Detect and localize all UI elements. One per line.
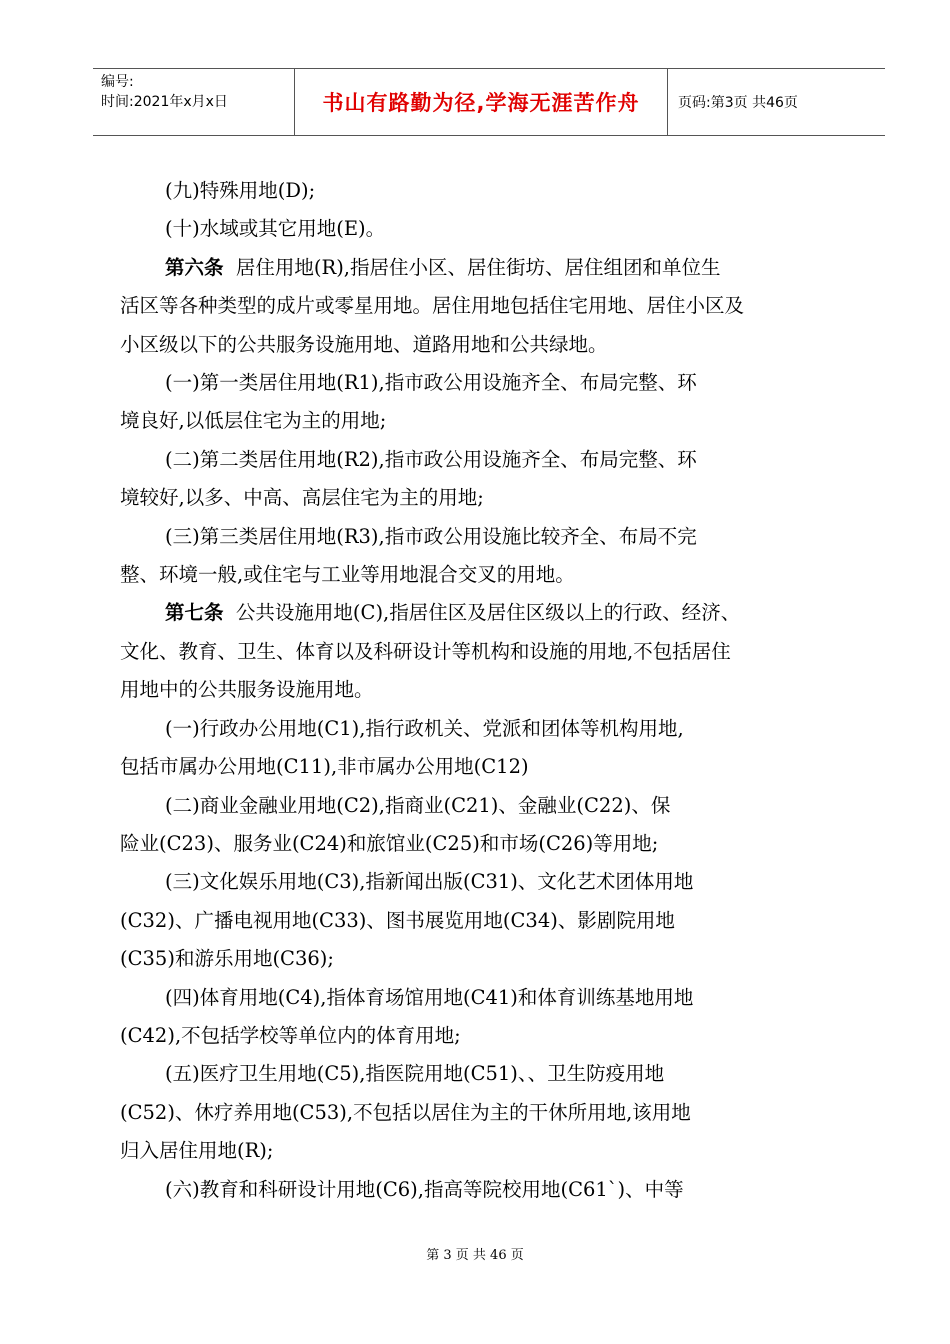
text-line [120, 1171, 850, 1209]
text-line [120, 172, 850, 210]
line-text: (二)第二类居住用地(R2),指市政公用设施齐全、布局完整、环 [165, 447, 697, 471]
header-page-info: 页码:第3页 共46页 [678, 95, 798, 111]
text-line [120, 1055, 850, 1093]
line-text: (C52)、休疗养用地(C53),不包括以居住为主的干休所用地,该用地 [120, 1100, 691, 1124]
text-line [120, 1132, 850, 1170]
text-line [120, 249, 850, 287]
text-line [120, 633, 850, 671]
text-line [120, 594, 850, 632]
time-label: 时间:2021年x月x日 [101, 94, 228, 110]
text-line [120, 287, 850, 325]
text-line [120, 863, 850, 901]
line-text: 居住用地(R),指居住小区、居住街坊、居住组团和单位生 [223, 255, 721, 279]
line-text: (二)商业金融业用地(C2),指商业(C21)、金融业(C22)、保 [165, 793, 671, 817]
number-label: 编号: [101, 74, 134, 90]
line-text: 活区等各种类型的成片或零星用地。居住用地包括住宅用地、居住小区及 [120, 294, 745, 318]
text-line [120, 748, 850, 786]
text-line [120, 1017, 850, 1055]
line-text: (C32)、广播电视用地(C33)、图书展览用地(C34)、影剧院用地 [120, 908, 675, 932]
article-number: 第七条 [165, 601, 224, 625]
line-text: 包括市属办公用地(C11),非市属办公用地(C12) [120, 755, 529, 779]
line-text: 境良好,以低层住宅为主的用地; [120, 409, 387, 433]
text-line [120, 902, 850, 940]
line-text: 小区级以下的公共服务设施用地、道路用地和公共绿地。 [120, 332, 608, 356]
line-text: (九)特殊用地(D); [165, 179, 316, 202]
text-line [120, 825, 850, 863]
text-line [120, 479, 850, 517]
line-text: (一)行政办公用地(C1),指行政机关、党派和团体等机构用地, [165, 716, 684, 740]
header-meta [93, 69, 294, 135]
text-line [120, 710, 850, 748]
line-text: (C42),不包括学校等单位内的体育用地; [120, 1023, 461, 1047]
line-text: 归入居住用地(R); [120, 1139, 274, 1163]
text-line [120, 402, 850, 440]
line-text: 险业(C23)、服务业(C24)和旅馆业(C25)和市场(C26)等用地; [120, 831, 659, 855]
text-line [120, 326, 850, 364]
line-text: (三)第三类居住用地(R3),指市政公用设施比较齐全、布局不完 [165, 524, 697, 548]
page-header [93, 68, 885, 136]
line-text: 整、环境一般,或住宅与工业等用地混合交叉的用地。 [120, 563, 575, 587]
text-line [120, 787, 850, 825]
line-text: (六)教育和科研设计用地(C6),指高等院校用地(C61`)、中等 [165, 1177, 684, 1201]
text-line [120, 556, 850, 594]
line-text: 公共设施用地(C),指居住区及居住区级以上的行政、经济、 [223, 601, 741, 625]
text-line [120, 1094, 850, 1132]
text-line [120, 441, 850, 479]
document-body [120, 172, 850, 1209]
text-line [120, 518, 850, 556]
page-footer: 第 3 页 共 46 页 [426, 1248, 524, 1263]
text-line [120, 364, 850, 402]
text-line [120, 940, 850, 978]
line-text: (三)文化娱乐用地(C3),指新闻出版(C31)、文化艺术团体用地 [165, 870, 694, 894]
text-line [120, 979, 850, 1017]
article-number: 第六条 [165, 255, 224, 279]
text-line [120, 671, 850, 709]
line-text: 境较好,以多、中高、高层住宅为主的用地; [120, 486, 484, 510]
line-text: (四)体育用地(C4),指体育场馆用地(C41)和体育训练基地用地 [165, 985, 694, 1009]
line-text: (C35)和游乐用地(C36); [120, 947, 334, 971]
line-text: (一)第一类居住用地(R1),指市政公用设施齐全、布局完整、环 [165, 371, 697, 395]
text-line [120, 210, 850, 248]
header-motto: 书山有路勤为径,学海无涯苦作舟 [294, 69, 668, 135]
line-text: 用地中的公共服务设施用地。 [120, 678, 374, 702]
line-text: (十)水域或其它用地(E)。 [165, 217, 386, 241]
line-text: 文化、教育、卫生、体育以及科研设计等机构和设施的用地,不包括居住 [120, 639, 731, 663]
line-text: (五)医疗卫生用地(C5),指医院用地(C51)、、卫生防疫用地 [165, 1062, 665, 1086]
